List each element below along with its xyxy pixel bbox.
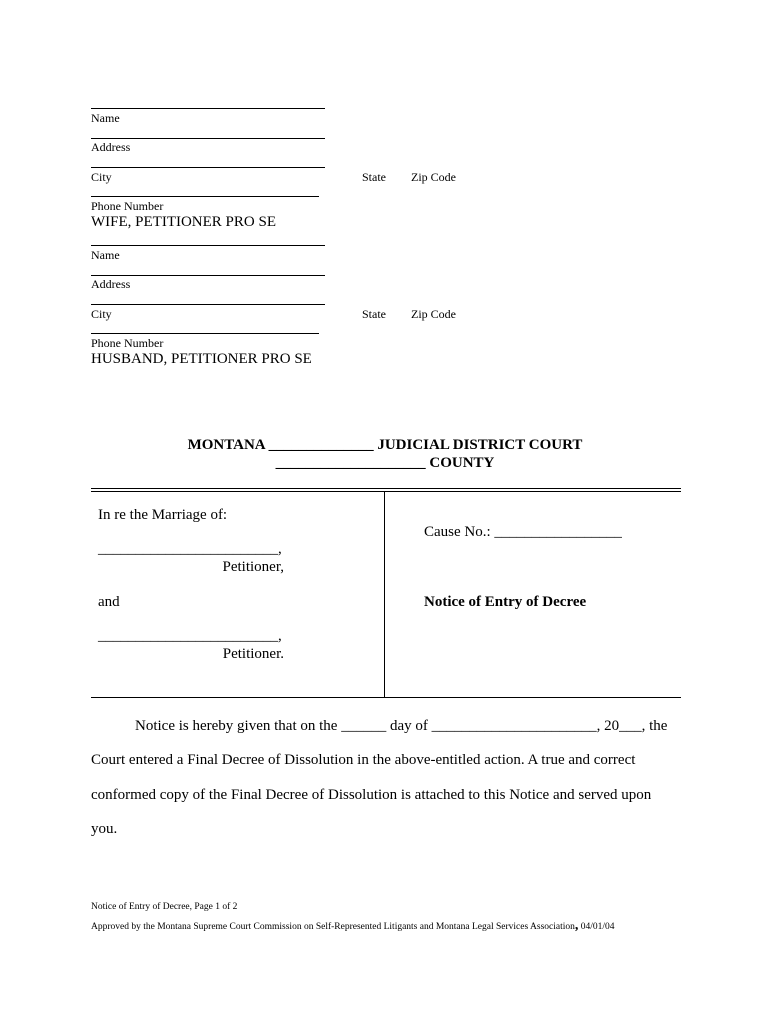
footer-approval-comma: , [574,918,579,933]
notice-body-line3: conformed copy of the Final Decree of Dissolution is attached to this Notice and served upon [91,787,652,803]
footer-approval-date: 04/01/04 [578,922,615,932]
caption-top-rule-2 [91,491,681,492]
cause-number-field[interactable]: Cause No.: _________________ [424,524,622,540]
husband-role-heading: HUSBAND, PETITIONER PRO SE [91,351,312,367]
court-heading-line1: MONTANA ______________ JUDICIAL DISTRICT COURT [187,437,583,453]
husband-name-line[interactable] [91,245,325,246]
wife-role-heading: WIFE, PETITIONER PRO SE [91,214,276,230]
wife-zip-label: Zip Code [411,170,456,184]
notice-body-line1: Notice is hereby given that on the ______ day of ______________________, 20___, the [135,718,668,734]
husband-name-label: Name [91,248,120,262]
court-heading-line2: ____________________ COUNTY [275,455,495,471]
husband-city-label: City [91,307,112,321]
footer-approval-text: Approved by the Montana Supreme Court Commission on Self-Represented Litigants and Montana Legal Services Association [91,922,575,932]
husband-zip-label: Zip Code [411,307,456,321]
caption-bottom-rule [91,697,681,698]
wife-state-label: State [362,170,386,184]
notice-body-line4: you. [91,821,118,837]
wife-name-label: Name [91,111,120,125]
caption-divider [384,491,385,698]
wife-phone-line[interactable] [91,196,319,197]
wife-phone-label: Phone Number [91,199,164,213]
petitioner1-label: Petitioner, [222,559,284,575]
husband-state-label: State [362,307,386,321]
and-label: and [98,594,120,610]
petitioner2-label: Petitioner. [222,646,284,662]
notice-body-line2: Court entered a Final Decree of Dissolution in the above-entitled action. A true and correct [91,752,636,768]
caption-top-rule-1 [91,488,681,489]
husband-phone-line[interactable] [91,333,319,334]
footer-page-info: Notice of Entry of Decree, Page 1 of 2 [91,902,238,912]
husband-city-line[interactable] [91,304,325,305]
husband-address-line[interactable] [91,275,325,276]
footer-approval [91,918,615,934]
wife-name-line[interactable] [91,108,325,109]
in-re-marriage-label: In re the Marriage of: [98,507,228,523]
wife-address-label: Address [91,140,131,154]
husband-phone-label: Phone Number [91,336,164,350]
document-title: Notice of Entry of Decree [424,594,587,610]
petitioner1-blank[interactable]: ________________________, [98,541,282,557]
husband-address-label: Address [91,277,131,291]
wife-city-label: City [91,170,112,184]
petitioner2-blank[interactable]: ________________________, [98,628,282,644]
wife-city-line[interactable] [91,167,325,168]
wife-address-line[interactable] [91,138,325,139]
